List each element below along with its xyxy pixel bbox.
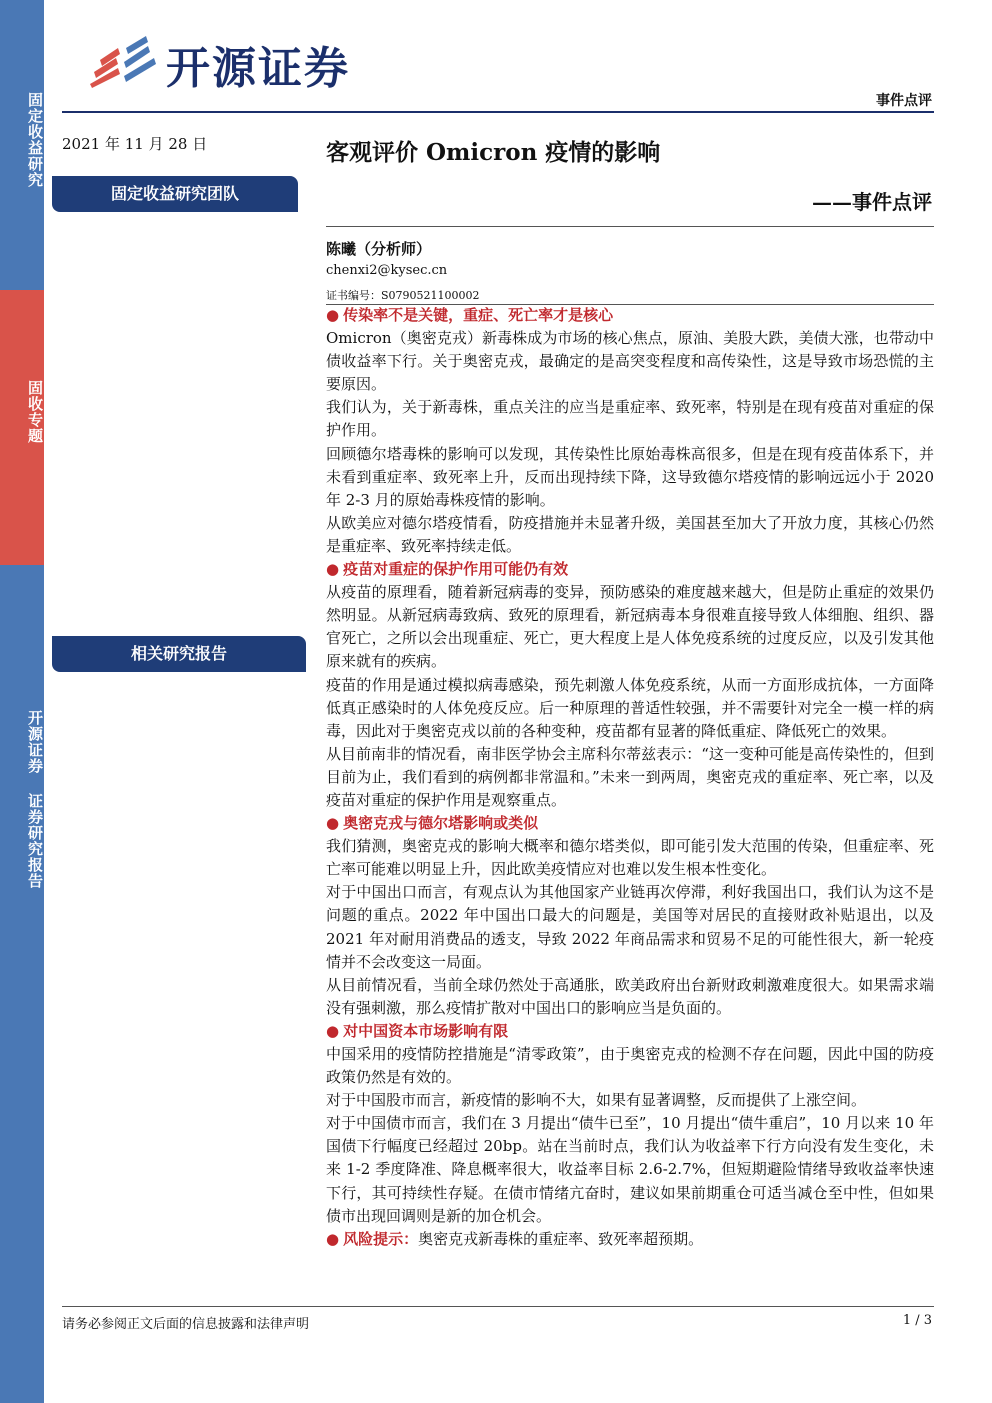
related-reports-banner: 相关研究报告 bbox=[52, 636, 306, 672]
bullet-icon: ● bbox=[326, 306, 340, 324]
sidebar-label-research: 固定收益研究 bbox=[26, 92, 44, 188]
bullet-icon: ● bbox=[326, 1021, 340, 1040]
paragraph: 从目前南非的情况看，南非医学协会主席科尔蒂兹表示：“这一变种可能是高传染性的，但到目前为止，我们看到的病例都非常温和。”未来一到两周，奥密克戎的重症率、死亡率，以及疫苗对重症的保护作用是观察重点。 bbox=[326, 744, 934, 809]
section-heading: ● 传染率不是关键，重症、死亡率才是核心 bbox=[326, 306, 614, 324]
risk-note bbox=[326, 1228, 934, 1251]
sidebar-bottom-band bbox=[0, 565, 44, 1403]
report-type-label: 事件点评 bbox=[876, 93, 932, 109]
analyst-certificate: 证书编号：S0790521100002 bbox=[326, 289, 480, 302]
paragraph: 中国采用的疫情防控措施是“清零政策”，由于奥密克戎的检测不存在问题，因此中国的防疫政策仍然是有效的。 bbox=[326, 1045, 934, 1087]
footer-divider bbox=[62, 1306, 934, 1307]
brand-name: 开源证券 bbox=[166, 43, 350, 94]
paragraph: 对于中国出口而言，有观点认为其他国家产业链再次停滞，利好我国出口，我们认为这不是问题的重点。2022 年中国出口最大的问题是，美国等对居民的直接财政补贴退出，以及 2021 年对耐用消费品的透支，导致 2022 年商品需求和贸易不足的可能性很大，新一轮疫情并不会改变这一局面。 bbox=[326, 883, 934, 971]
paragraph: 对于中国债市而言，我们在 3 月提出“债牛已至”，10 月提出“债牛重启”，10 月以来 10 年国债下行幅度已经超过 20bp。站在当前时点，我们认为收益率下行方向没有发生变化，未来 1-2 季度降准、降息概率很大，收益率目标 2.6-2.7%，但短期避险情绪导致收益率快速下行，其可持续性存疑。在债市情绪亢奋时，建议如果前期重仓可适当减仓至中性，但如果债市出现回调则是新的加仓机会。 bbox=[326, 1114, 934, 1225]
paragraph: 从疫苗的原理看，随着新冠病毒的变异，预防感染的难度越来越大，但是防止重症的效果仍然明显。从新冠病毒致病、致死的原理看，新冠病毒本身很难直接导致人体细胞、组织、器官死亡，之所以会出现重症、死亡，更大程度上是人体免疫系统的过度反应，以及引发其他原来就有的疾病。 bbox=[326, 583, 934, 671]
brand-logo-icon bbox=[88, 32, 160, 88]
paragraph: 从欧美应对德尔塔疫情看，防疫措施并未显著升级，美国甚至加大了开放力度，其核心仍然是重症率、致死率持续走低。 bbox=[326, 513, 934, 555]
paragraph: 对于中国股市而言，新疫情的影响不大，如果有显著调整，反而提供了上涨空间。 bbox=[326, 1091, 867, 1110]
page-number: 1 / 3 bbox=[902, 1313, 932, 1328]
sidebar-label-report: 开源证券 证券研究报告 bbox=[26, 710, 44, 889]
header-divider bbox=[62, 111, 934, 113]
paragraph: 我们猜测，奥密克戎的影响大概率和德尔塔类似，即可能引发大范围的传染，但重症率、死亡率可能难以明显上升，因此欧美疫情应对也难以发生根本性变化。 bbox=[326, 837, 934, 879]
risk-label: 风险提示： bbox=[343, 1229, 419, 1248]
footer-disclaimer: 请务必参阅正文后面的信息披露和法律声明 bbox=[62, 1317, 310, 1332]
analyst-name: 陈曦（分析师） bbox=[326, 240, 432, 258]
paragraph: 回顾德尔塔毒株的影响可以发现，其传染性比原始毒株高很多，但是在现有疫苗体系下，并未看到重症率、致死率上升，反而出现持续下降，这导致德尔塔疫情的影响远远小于 2020 年 2-3 月的原始毒株疫情的影响。 bbox=[326, 444, 934, 509]
team-banner: 固定收益研究团队 bbox=[52, 176, 298, 212]
section-heading: ● 疫苗对重症的保护作用可能仍有效 bbox=[326, 560, 569, 579]
report-subtitle: ——事件点评 bbox=[812, 190, 932, 214]
bullet-icon: ● bbox=[326, 1229, 340, 1248]
report-title: 客观评价 Omicron 疫情的影响 bbox=[326, 139, 661, 166]
paragraph: 我们认为，关于新毒株，重点关注的应当是重症率、致死率，特别是在现有疫苗对重症的保护作用。 bbox=[326, 398, 934, 440]
paragraph: 疫苗的作用是通过模拟病毒感染，预先刺激人体免疫系统，从而一方面形成抗体，一方面降低真正感染时的人体免疫反应。后一种原理的普适性较强，并不需要针对完全一模一样的病毒，因此对于奥密克戎以前的各种变种，疫苗都有显著的降低重症、降低死亡的效果。 bbox=[326, 675, 934, 740]
paragraph: Omicron（奥密克戎）新毒株成为市场的核心焦点，原油、美股大跌，美债大涨，也带动中债收益率下行。关于奥密克戎，最确定的是高突变程度和高传染性，这是导致市场恐慌的主要原因。 bbox=[326, 329, 934, 394]
report-date: 2021 年 11 月 28 日 bbox=[62, 135, 208, 153]
brand-logo bbox=[88, 30, 378, 94]
paragraph: 从目前情况看，当前全球仍然处于高通胀，欧美政府出台新财政刺激难度很大。如果需求端没有强刺激，那么疫情扩散对中国出口的影响应当是负面的。 bbox=[326, 975, 934, 1017]
section-heading: ● 奥密克戎与德尔塔影响或类似 bbox=[326, 814, 539, 833]
report-body bbox=[326, 304, 934, 1251]
sidebar-label-topic: 固收专题 bbox=[26, 380, 44, 444]
bullet-icon: ● bbox=[326, 814, 340, 833]
section-heading: ● 对中国资本市场影响有限 bbox=[326, 1021, 509, 1040]
risk-text: 奥密克戎新毒株的重症率、致死率超预期。 bbox=[418, 1229, 704, 1248]
bullet-icon: ● bbox=[326, 560, 340, 579]
analyst-email[interactable]: chenxi2@kysec.cn bbox=[326, 263, 448, 278]
title-divider bbox=[326, 226, 934, 227]
